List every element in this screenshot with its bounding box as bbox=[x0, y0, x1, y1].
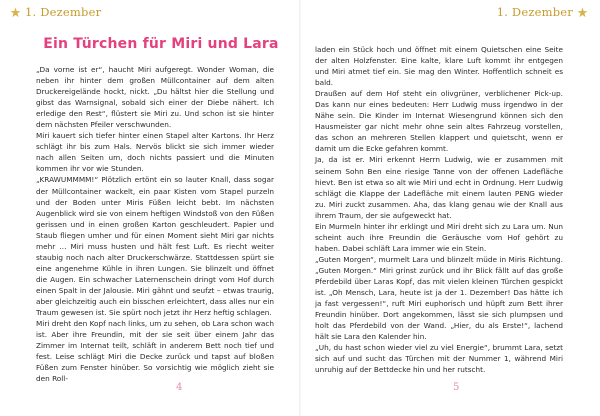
left-page-number: 4 bbox=[176, 382, 183, 393]
right-page bbox=[300, 0, 600, 416]
paragraph: „Uh, du hast schon wieder viel zu viel Energie“, brummt Lara, setzt sich auf und sucht das Türchen mit der Nummer 1, während Miri unruhig auf der Bettdecke hin und her rutscht. bbox=[315, 343, 563, 375]
right-running-header bbox=[497, 5, 588, 19]
left-running-header bbox=[10, 5, 101, 19]
paragraph: „Guten Morgen“, murmelt Lara und blinzelt müde in Miris Richtung. „Guten Morgen.“ Miri grinst zurück und ihr Blick fällt auf das große Pferdebild über Laras Kopf, das mit vielen kleinen Türchen gespickt ist. „Oh Mensch, Lara, heute ist ja der 1. Dezember! Das hätte ich ja fast vergessen!“, ruft Miri euphorisch und hüpft zum Bett ihrer Freundin hinüber. Dort angekommen, lässt sie sich plumpsen und holt das Pferdebild von der Wand. „Hier, du als Erste!“, lachend hält sie Lara den Kalender hin. bbox=[315, 254, 563, 342]
left-header-text: 1. Dezember bbox=[25, 5, 102, 19]
star-ornament-icon bbox=[577, 7, 588, 18]
chapter-title: Ein Türchen für Miri und Lara bbox=[43, 36, 279, 52]
paragraph: Ja, da ist er. Miri erkennt Herrn Ludwig, wie er zusammen mit seinem Sohn Ben eine riesige Tanne von der offenen Ladefläche hievt. Ben ist etwa so alt wie Miri und echt in Ordnung. Herr Ludwig schlägt die Klappe der Ladefläche mit einem lauten PENG wieder zu. Miri zuckt zusammen. Aha, das klang genau wie der Knall aus ihrem Traum, der sie aufgeweckt hat. bbox=[315, 155, 563, 220]
paragraph: Draußen auf dem Hof steht ein olivgrüner, verblichener Pick-up. Das kann nur eines bedeuten: Herr Ludwig muss irgendwo in der Nähe sein. Die Kinder im Internat Wiesengrund können sich den Hausmeister gar nicht mehr ohne sein altes Fahrzeug vorstellen, das schon an mehreren Stellen klappert und quietscht, wenn er damit um die Ecke gefahren kommt. bbox=[315, 89, 563, 154]
paragraph: Miri kauert sich tiefer hinter einen Stapel alter Kartons. Ihr Herz schlägt ihr bis zum Hals. Nervös blickt sie sich immer wieder nach allen Seiten um, doch nichts passiert und die Minuten kommen ihr vor wie Stunden. bbox=[36, 131, 274, 174]
star-ornament-icon bbox=[10, 7, 21, 18]
paragraph: „KRAWUMMMM!“ Plötzlich ertönt ein so lauter Knall, dass sogar der Müllcontainer wackelt, ein paar Kisten vom Stapel purzeln und der Boden unter Miris Füßen leicht bebt. Im nächsten Augenblick wird sie von einem heftigen Windstoß von den Füßen gerissen und in einen großen Karton geschleudert. Papier und Staub fliegen umher und für einen Moment sieht Miri gar nichts mehr … Miri muss husten und hält fest Luft. Es riecht weiter staubig noch nach alter Druckerschwärze. Stattdessen spürt sie eine angenehme Kühle in ihren Lungen. Sie blinzelt und öffnet die Augen. Ein schwacher Laternenschein dringt vom Hof durch einen Spalt in der Jalousie. Miri gähnt und seufzt – etwas traurig, aber gleichzeitig auch ein bisschen erleichtert, dass alles nur ein Traum gewesen ist. Sie spürt noch jetzt ihr Herz heftig schlagen. bbox=[36, 175, 274, 318]
right-body-text bbox=[315, 44, 563, 375]
left-body-text bbox=[36, 64, 274, 384]
paragraph: Miri dreht den Kopf nach links, um zu sehen, ob Lara schon wach ist. Aber ihre Freundin, mit der sie seit über einem Jahr das Zimmer im Internat teilt, schläft in anderem Bett noch tief und fest. Leise schlägt Miri die Decke zurück und tapst auf bloßen Füßen zum Fenster hinüber. So vorsichtig wie möglich zieht sie den Roll- bbox=[36, 319, 274, 384]
right-page-number: 5 bbox=[453, 382, 460, 393]
paragraph: Ein Murmeln hinter ihr erklingt und Miri dreht sich zu Lara um. Nun scheint auch ihre Freundin die Geräusche vom Hof gehört zu haben. Dabei schläft Lara immer wie ein Stein. bbox=[315, 221, 563, 253]
paragraph: „Da vorne ist er“, haucht Miri aufgeregt. Wonder Woman, die neben ihr hinter dem großen Müllcontainer auf dem alten Druckereigelände hockt, nickt. „Du hältst hier die Stellung und gibst das Warnsignal, sobald sich einer der Diebe nähert. Ich erledige den Rest“, flüstert sie Miri zu. Und schon ist sie hinter dem nächsten Pfeiler verschwunden. bbox=[36, 65, 274, 130]
right-header-text: 1. Dezember bbox=[496, 5, 573, 19]
paragraph: laden ein Stück hoch und öffnet mit einem Quietschen eine Seite der alten Holzfenster. Eine kalte, klare Luft kommt ihr entgegen und Miri atmet tief ein. Sie mag den Winter. Hoffentlich schneit es bald. bbox=[315, 45, 563, 88]
